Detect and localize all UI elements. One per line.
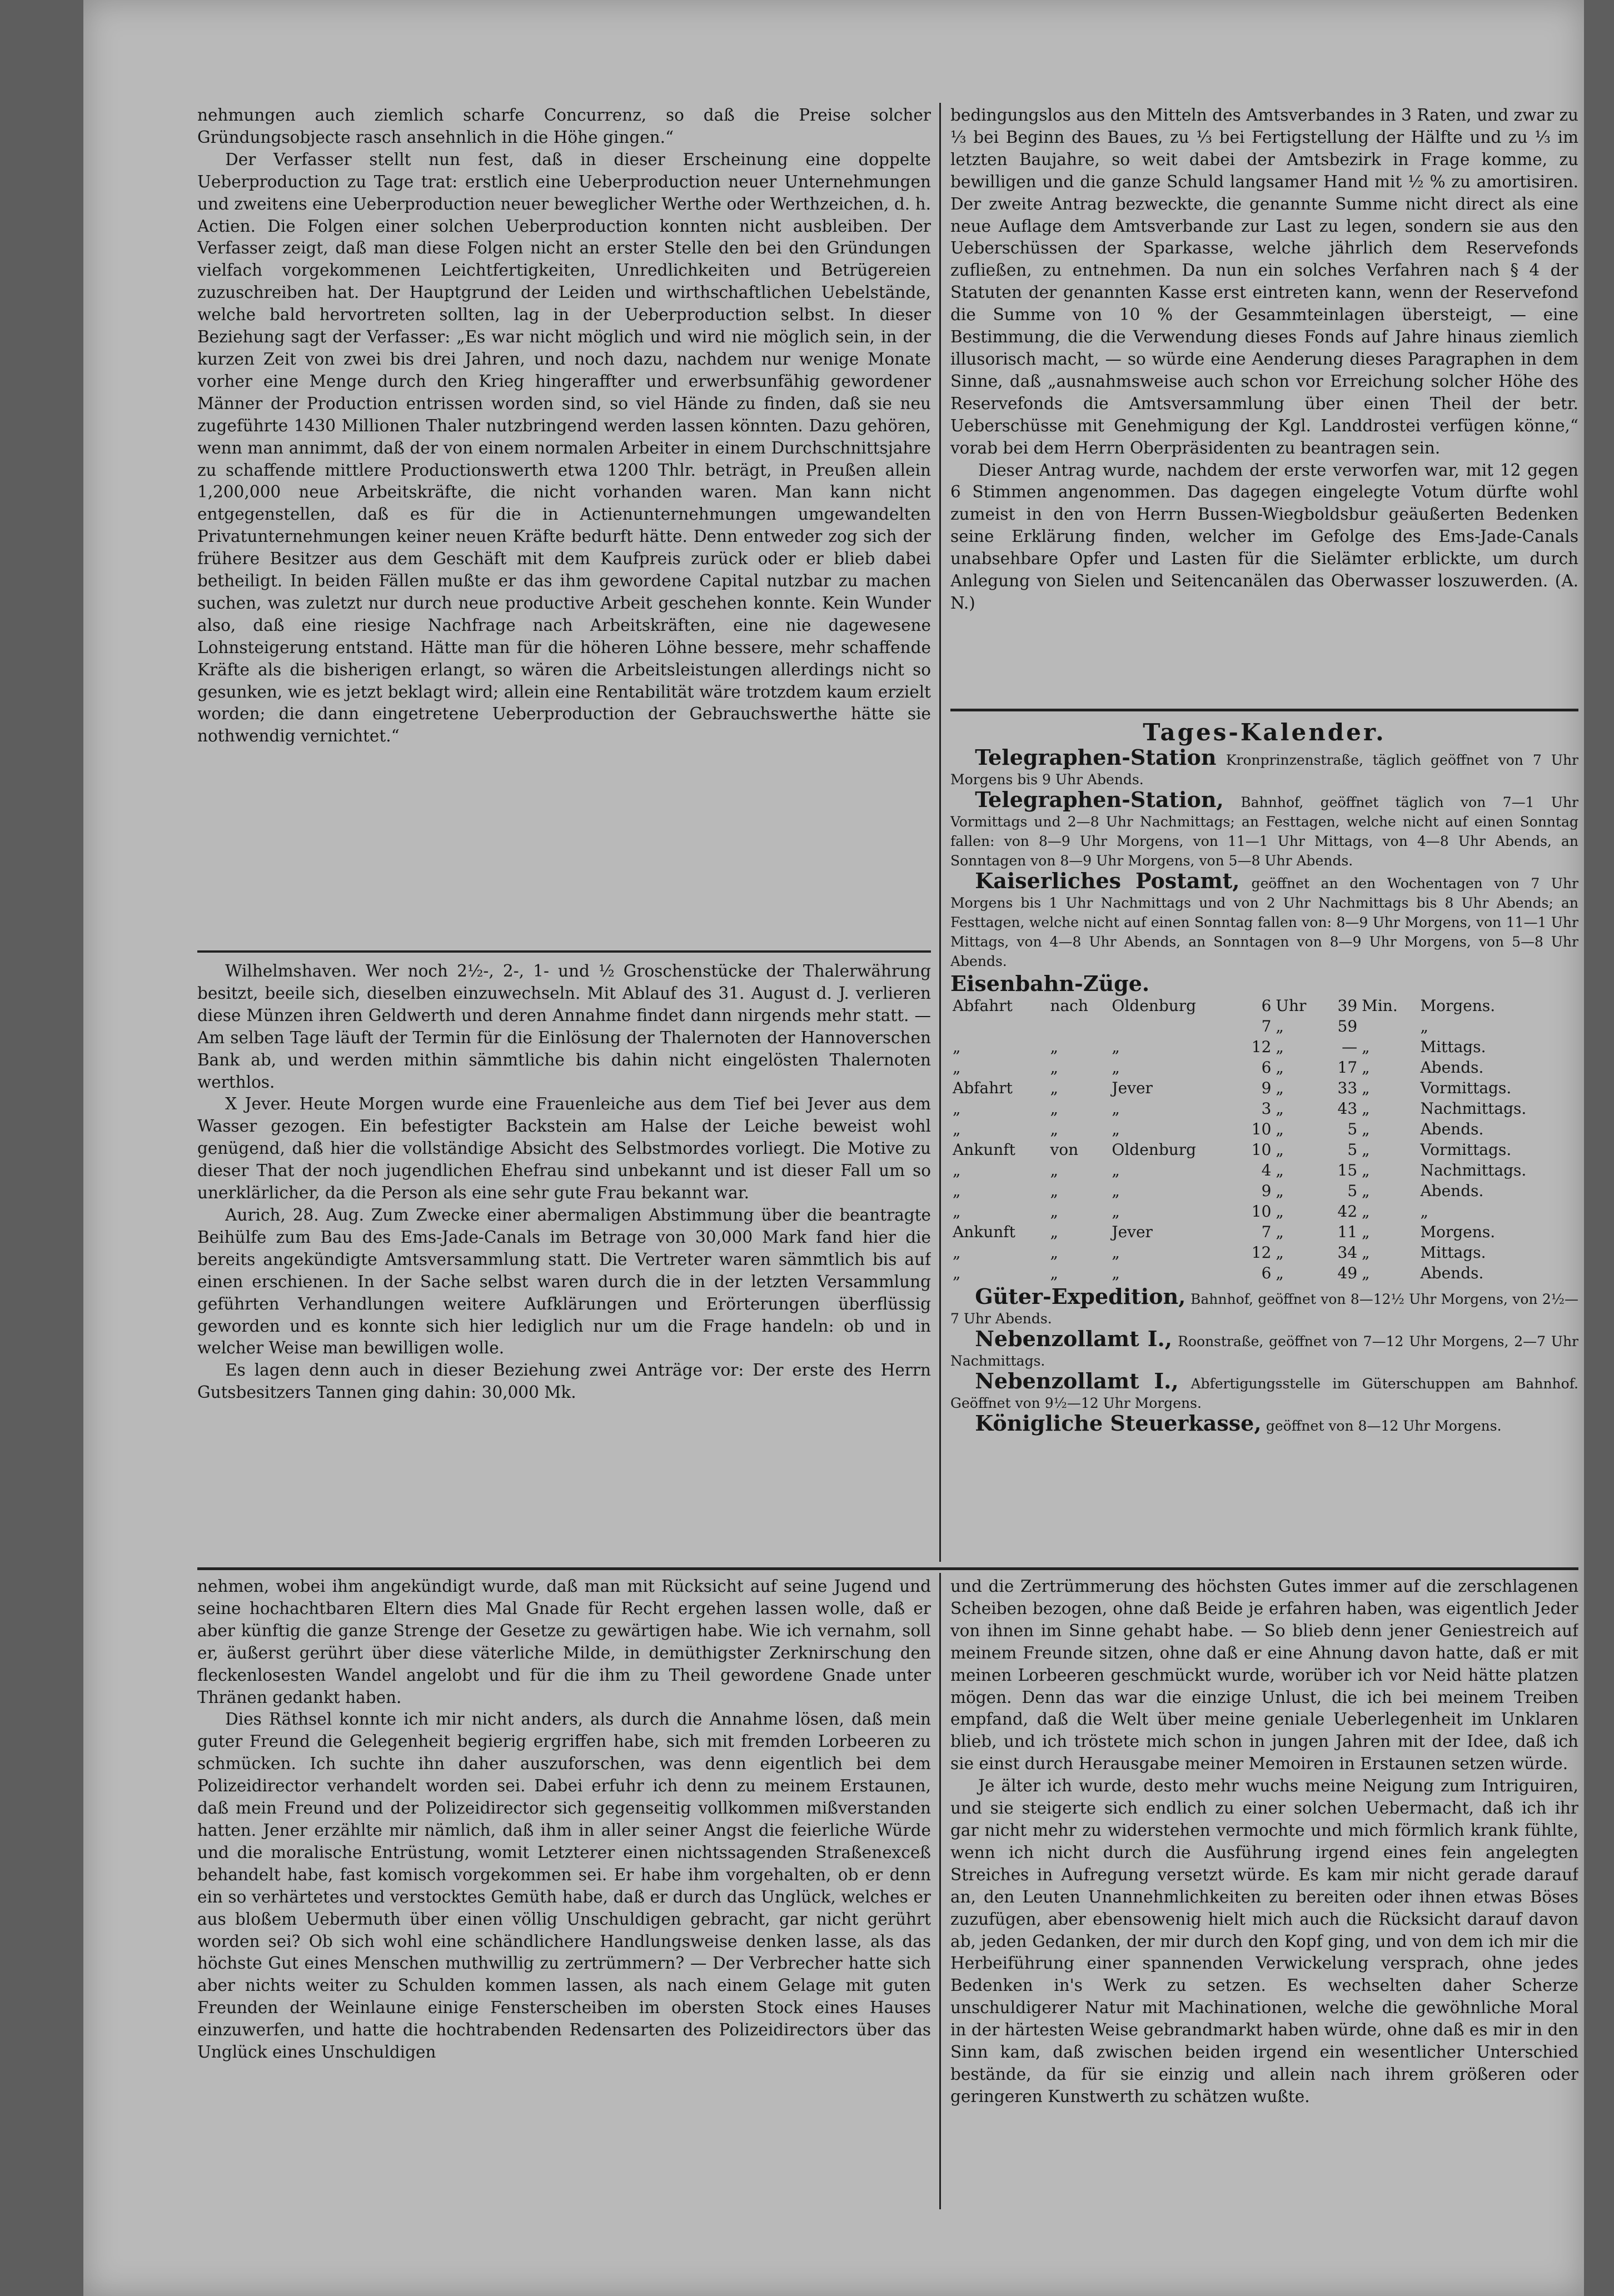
train-row — [950, 1037, 1578, 1057]
train-cell: Oldenburg — [1112, 1140, 1197, 1159]
train-row — [950, 1139, 1578, 1160]
train-cell: „ — [1112, 1120, 1120, 1138]
train-cell: „ — [1420, 1017, 1428, 1035]
column-divider — [939, 103, 941, 1562]
kalender-entry-text: Kronprinzenstraße, täglich geöffnet von 7 Uhr Morgens bis 9 Uhr Abends. — [950, 752, 1578, 788]
train-cell: „ — [953, 1038, 961, 1056]
train-cell: „ — [1112, 1264, 1120, 1282]
train-cell: 49 — [1337, 1264, 1358, 1282]
train-cell: „ — [1050, 1182, 1058, 1200]
kalender-entry-text: Roonstraße, geöffnet von 7—12 Uhr Morgens, 2—7 Uhr Nachmittags. — [950, 1333, 1578, 1369]
train-cell: „ — [1362, 1038, 1370, 1056]
train-cell: „ — [1276, 1202, 1284, 1221]
train-cell: 15 — [1337, 1161, 1358, 1179]
train-cell: 59 — [1337, 1017, 1358, 1035]
train-cell: „ — [1276, 1079, 1284, 1097]
train-cell: 33 — [1337, 1079, 1358, 1097]
kalender-entry-text: Bahnhof, geöffnet von 8—12½ Uhr Morgens, von 2½—7 Uhr Abends. — [950, 1291, 1578, 1327]
essay-column — [197, 104, 931, 941]
kalender-entry-name: Telegraphen-Station, — [975, 787, 1224, 812]
train-row — [950, 1160, 1578, 1181]
train-cell: Nachmittags. — [1420, 1161, 1527, 1179]
canal-report-paragraph: bedingungslos aus den Mitteln des Amtsverbandes in 3 Raten, und zwar zu ⅓ bei Beginn des Baues, zu ⅓ bei Fertigstellung der Hälfte und zu ⅓ im letzten Baujahre, so weit dabei der Amtsbezirk in Frage komme, zu bewilligen und die ganze Schuld langsamer Hand mit ½ % zu amortisiren. Der zweite Antrag bezweckte, die genannte Summe nicht direct als eine neue Auflage dem Amtsverbande zur Last zu legen, sondern sie aus den Ueberschüssen der Sparkasse, welche jährlich dem Reservefonds zufließen, zu entnehmen. Da nun ein solches Verfahren nach § 4 der Statuten der genannten Kasse erst eintreten kann, wenn der Reservefond die Summe von 10 % der Gesammteinlagen übersteigt, — eine Bestimmung, die die Verwendung dieses Fonds auf Jahre hinaus ziemlich illusorisch macht, — so würde eine Aenderung dieses Paragraphen in dem Sinne, daß „ausnahmsweise auch schon vor Erreichung solcher Höhe des Reservefonds die Amtsversammlung über einen Theil der betr. Ueberschüsse mit Genehmigung der Kgl. Landdrostei verfügen könne,“ vorab bei dem Herrn Oberpräsidenten zu beantragen sein. — [950, 106, 1578, 457]
kalender-entry-name: Königliche Steuerkasse, — [975, 1411, 1262, 1436]
train-cell: „ — [1112, 1202, 1120, 1221]
train-row — [950, 1098, 1578, 1119]
train-row — [950, 1016, 1578, 1037]
kalender-entry-name: Güter-Expedition, — [975, 1284, 1186, 1309]
section-divider — [197, 950, 931, 953]
train-cell: Vormittags. — [1420, 1140, 1512, 1159]
train-cell: „ — [1276, 1017, 1284, 1035]
news-item-aurich-continued: Es lagen denn auch in dieser Beziehung zwei Anträge vor: Der erste des Herrn Gutsbesitzers Tannen ging dahin: 30,000 Mk. — [197, 1361, 931, 1402]
train-cell: „ — [1362, 1264, 1370, 1282]
train-cell: „ — [1050, 1243, 1058, 1262]
train-cell: 7 — [1261, 1017, 1272, 1035]
train-cell: Abfahrt — [953, 997, 1013, 1015]
train-cell: Abends. — [1420, 1264, 1484, 1282]
kalender-entry-text: Abfertigungsstelle im Güterschuppen am Bahnhof. Geöffnet von 9½—12 Uhr Morgens. — [950, 1376, 1578, 1411]
train-row — [950, 1181, 1578, 1201]
train-cell: Mittags. — [1420, 1243, 1486, 1262]
train-cell: „ — [953, 1264, 961, 1282]
train-cell: 6 — [1261, 997, 1272, 1015]
kalender-entry-text: Bahnhof, geöffnet täglich von 7—1 Uhr Vormittags und 2—8 Uhr Nachmittags; an Festtagen, welche nicht auf einen Sonntag fallen: von 8—9 Uhr Morgens, von 11—1 Uhr Mittags, von 4—8 Uhr Abends, an Sonntagen von 8—9 Uhr Morgens, von 5—8 Uhr Abends. — [950, 794, 1578, 869]
train-cell: Morgens. — [1420, 997, 1496, 1015]
train-cell: 6 — [1261, 1058, 1272, 1077]
kalender-entry-text: geöffnet von 8—12 Uhr Morgens. — [1266, 1418, 1502, 1434]
train-cell: 43 — [1337, 1099, 1358, 1118]
train-cell: „ — [1276, 1140, 1284, 1159]
train-cell: 9 — [1261, 1182, 1272, 1200]
train-cell: „ — [1362, 1182, 1370, 1200]
train-cell: „ — [1050, 1120, 1058, 1138]
train-cell: Oldenburg — [1112, 997, 1197, 1015]
section-divider — [197, 1567, 1578, 1570]
train-cell: von — [1050, 1140, 1079, 1159]
train-cell: „ — [1050, 1161, 1058, 1179]
train-cell: „ — [1050, 1202, 1058, 1221]
train-cell: „ — [953, 1099, 961, 1118]
train-cell: Nachmittags. — [1420, 1099, 1527, 1118]
train-cell: „ — [1362, 1099, 1370, 1118]
train-cell: „ — [1276, 1099, 1284, 1118]
train-cell: „ — [1276, 1243, 1284, 1262]
section-divider — [950, 709, 1578, 711]
train-cell: 34 — [1337, 1243, 1358, 1262]
kalender-entry-name: Telegraphen-Station — [975, 745, 1217, 770]
train-cell: Mittags. — [1420, 1038, 1486, 1056]
train-cell: „ — [1362, 1202, 1370, 1221]
train-cell: „ — [1050, 1058, 1058, 1077]
train-row — [950, 1242, 1578, 1263]
train-cell: „ — [1112, 1058, 1120, 1077]
train-cell: „ — [1112, 1243, 1120, 1262]
kalender-entry-text: geöffnet an den Wochentagen von 7 Uhr Morgens bis 1 Uhr Nachmittags und von 2 Uhr Nachmittags bis 8 Uhr Abends; an Festtagen, welche nicht auf einen Sonntag fallen von: 8—9 Uhr Morgens, von 11—1 Uhr Mittags, von 4—8 Uhr Abends, an Sonntagen von 8—9 Uhr Morgens, von 5—8 Uhr Abends. — [950, 875, 1578, 969]
essay-paragraph: Der Verfasser stellt nun fest, daß in dieser Erscheinung eine doppelte Ueberproduction zu Tage trat: erstlich eine Ueberproduction neuer Unternehmungen und zweitens eine Ueberproduction neuer beweglicher Werthe oder Werthzeichen, d. h. Actien. Die Folgen einer solchen Ueberproduction konnten nicht ausbleiben. Der Verfasser zeigt, daß man diese Folgen nicht an erster Stelle den bei den Gründungen vielfach vorgekommenen Leichtfertigkeiten, Unredlichkeiten und Betrügereien zuzuschreiben hat. Der Hauptgrund der Leiden und wirthschaftlichen Uebelstände, welche bald hervortreten sollten, lag in der Ueberproduction selbst. In dieser Beziehung sagt der Verfasser: „Es war nicht möglich und wird nie möglich sein, in der kurzen Zeit von zwei bis drei Jahren, und noch dazu, nachdem nur wenige Monate vorher eine Menge durch den Krieg hingeraffter und erwerbsunfähig gewordener Männer der Production entrissen worden sind, so viel Hände zu finden, daß sie neu zugeführte 1430 Millionen Thaler nutzbringend werden lassen könnten. Dazu gehören, wenn man annimmt, daß der von einem normalen Arbeiter in einem Durchschnittsjahre zu schaffende mittlere Productionswerth etwa 1200 Thlr. beträgt, in Preußen allein 1,200,000 neue Arbeitskräfte, die nicht vorhanden waren. Man kann nicht entgegenstellen, daß es für die in Actienunternehmungen umgewandelten Privatunternehmungen keiner neuen Kräfte bedurft hätte. Denn entweder zog sich der frühere Besitzer aus dem Geschäft mit dem Kaufpreis zurück oder er blieb dabei betheiligt. In beiden Fällen mußte er das ihm gewordene Capital nutzbar zu machen suchen, was zuletzt nur durch neue productive Arbeit geschehen konnte. Kein Wunder also, daß eine riesige Nachfrage nach Arbeitskräften, eine nie dagewesene Lohnsteigerung entstand. Hätte man für die höheren Löhne bessere, mehr schaffende Kräfte als die bisherigen erlangt, so wären die Arbeitsleistungen allerdings nicht so gesunken, wie es jetzt beklagt wird; allein eine Rentabilität wäre trotzdem kaum erzielt worden; die dann eingetretene Ueberproduction der Gebrauchswerthe hätte sie nothwendig vernichtet.“ — [197, 150, 931, 746]
train-row — [950, 1057, 1578, 1078]
news-item-aurich: Aurich, 28. Aug. Zum Zwecke einer abermaligen Abstimmung über die beantragte Beihülfe zum Bau des Ems-Jade-Canals im Betrage von 30,000 Mark fand hier die bereits angekündigte Amtsversammlung statt. Die Vertreter waren sämmtlich bis auf einen erschienen. In der Sache selbst waren durch die in der letzten Versammlung geführten Verhandlungen weitere Aufklärungen und Erörterungen überflüssig geworden und es konnte sich hier lediglich nur um die Frage handeln: ob und in welcher Weise man bewilligen wolle. — [197, 1205, 931, 1358]
train-row — [950, 1201, 1578, 1222]
kalender-entry — [950, 1326, 1578, 1371]
train-cell: 11 — [1337, 1223, 1358, 1241]
train-cell: „ — [953, 1202, 961, 1221]
train-row — [950, 1263, 1578, 1283]
train-cell: 5 — [1347, 1182, 1358, 1200]
train-cell: 6 — [1261, 1264, 1272, 1282]
train-row — [950, 1222, 1578, 1242]
train-cell: „ — [1276, 1161, 1284, 1179]
train-cell: „ — [1050, 1099, 1058, 1118]
train-cell: Abends. — [1420, 1120, 1484, 1138]
train-cell: Abfahrt — [953, 1079, 1013, 1097]
kalender-entry — [950, 1368, 1578, 1413]
train-cell: „ — [1420, 1202, 1428, 1221]
train-cell: 5 — [1347, 1140, 1358, 1159]
train-cell: nach — [1050, 997, 1088, 1015]
train-cell: Abends. — [1420, 1182, 1484, 1200]
feuilleton-paragraph: und die Zertrümmerung des höchsten Gutes immer auf die zerschlagenen Scheiben bezogen, ohne daß Beide je erfahren haben, was eigentlich Jeder von ihnen im Sinne gehabt habe. — So blieb denn jener Geniestreich auf meinem Freunde sitzen, ohne daß er eine Ahnung davon hatte, daß er mit meinen Lorbeeren geschmückt wurde, worüber ich vor Neid hätte platzen mögen. Denn das war die einzige Unlust, die ich bei meinem Treiben empfand, daß die Welt über meine geniale Ueberlegenheit im Unklaren blieb, und ich tröstete mich schon in jungen Jahren mit der Idee, daß ich sie einst durch Herausgabe meiner Memoiren in Erstaunen setzen würde. — [950, 1577, 1578, 1774]
eisenbahn-title: Eisenbahn-Züge. — [950, 971, 1150, 996]
train-cell: „ — [1276, 1182, 1284, 1200]
train-cell: Abends. — [1420, 1058, 1484, 1077]
train-cell: „ — [1362, 1120, 1370, 1138]
train-cell: „ — [953, 1182, 961, 1200]
local-news-column — [197, 960, 931, 1562]
train-cell: „ — [1050, 1223, 1058, 1241]
essay-paragraph: nehmungen auch ziemlich scharfe Concurrenz, so daß die Preise solcher Gründungsobjecte rasch ansehnlich in die Höhe gingen.“ — [197, 106, 931, 147]
train-row — [950, 995, 1578, 1016]
train-cell — [950, 1016, 1048, 1037]
kalender-entry — [950, 745, 1578, 790]
train-cell — [1109, 1016, 1238, 1037]
train-cell: Vormittags. — [1420, 1079, 1512, 1097]
kalender-entry-name: Nebenzollamt I., — [975, 1368, 1179, 1393]
feuilleton-paragraph: nehmen, wobei ihm angekündigt wurde, daß man mit Rücksicht auf seine Jugend und seine hochachtbaren Eltern dies Mal Gnade für Recht ergehen lassen wolle, daß er aber künftig die ganze Strenge der Gesetze zu gewärtigen habe. Wie ich vernahm, soll er, äußerst gerührt über diese väterliche Milde, in demüthigster Zerknirschung den fleckenlosesten Wandel angelobt und für die ihm zu Theil gewordene Gnade unter Thränen gedankt haben. — [197, 1577, 931, 1707]
train-cell: Ankunft — [953, 1140, 1015, 1159]
train-cell: „ — [1050, 1038, 1058, 1056]
kalender-entry — [950, 868, 1578, 972]
train-cell: „ — [1112, 1182, 1120, 1200]
train-cell: „ — [1362, 1079, 1370, 1097]
train-cell: „ — [1362, 1161, 1370, 1179]
kalender-title: Tages-Kalender. — [1143, 719, 1386, 746]
kalender-entry — [950, 1413, 1578, 1436]
train-row — [950, 1119, 1578, 1139]
feuilleton-paragraph: Je älter ich wurde, desto mehr wuchs meine Neigung zum Intriguiren, und sie steigerte sich endlich zu einer solchen Uebermacht, daß ich ihr gar nicht mehr zu widerstehen vermochte und mich förmlich krank fühlte, wenn ich nicht durch die Ausführung irgend eines fein angelegten Streiches in Aufregung versetzt würde. Es kam mir nicht gerade darauf an, den Leuten Unannehmlichkeiten zu bereiten oder ihnen etwas Böses zuzufügen, aber ebensowenig hielt mich auch die Rücksicht darauf davon ab, jeden Gedanken, der mir durch den Kopf ging, und von dem ich mir die Herbeiführung einer spannenden Verwickelung versprach, ohne jedes Bedenken in's Werk zu setzen. Es wechselten daher Scherze unschuldigerer Natur mit Machinationen, welche die gewöhnliche Moral in der härtesten Weise gebrandmarkt haben würde, ohne daß es mir in den Sinn kam, daß zwischen beiden irgend ein wesentlicher Unterschied bestände, da für sie einzig und allein nach ihrem größeren oder geringeren Kunstwerth zu schätzen wußte. — [950, 1776, 1578, 2106]
train-cell: 10 — [1251, 1140, 1272, 1159]
canal-report-column — [950, 104, 1578, 699]
train-cell: „ — [1050, 1079, 1058, 1097]
train-cell: Min. — [1362, 997, 1398, 1015]
news-item-wilhelmshaven: Wilhelmshaven. Wer noch 2½-, 2-, 1- und ½ Groschenstücke der Thalerwährung besitzt, beeile sich, dieselben einzuwechseln. Mit Ablauf des 31. August d. J. verlieren diese Münzen ihren Geldwerth und deren Annahme findet dann nirgends mehr statt. — Am selben Tage läuft der Termin für die Einlösung der Thalernoten der Hannoverschen Bank ab, und werden mithin sämmtliche bis dahin nicht eingelösten Thalernoten werthlos. — [197, 962, 931, 1092]
train-cell: „ — [1112, 1161, 1120, 1179]
train-cell: „ — [1276, 1058, 1284, 1077]
train-cell: „ — [1050, 1264, 1058, 1282]
kalender-entry-name: Kaiserliches Postamt, — [975, 868, 1240, 893]
train-cell — [1048, 1016, 1109, 1037]
feuilleton-paragraph: Dies Räthsel konnte ich mir nicht anders, als durch die Annahme lösen, daß mein guter Freund die Gelegenheit begierig ergriffen habe, sich mit fremden Lorbeeren zu schmücken. Ich suchte ihn daher auszuforschen, was denn eigentlich bei dem Polizeidirector verhandelt worden sei. Dabei erfuhr ich denn zu meinem Erstaunen, daß mein Freund und der Polizeidirector sich gegenseitig vollkommen mißverstanden hatten. Jener erzählte mir nämlich, daß ihm in aller seiner Angst die feierliche Würde und die moralische Entrüstung, womit Letzterer einen nichtssagenden Straßenexceß behandelt habe, fast komisch vorgekommen sei. Er habe ihm vorgehalten, ob er denn ein so verhärtetes und verstocktes Gemüth habe, daß er durch das Unglück, welches er aus bloßem Uebermuth über einen völlig Unschuldigen gebracht, gar nicht gerührt worden sei? Ob sich wohl eine schändlichere Handlungsweise denken lasse, als das höchste Gut eines Menschen muthwillig zu zertrümmern? — Der Verbrecher hatte sich aber nichts weiter zu Schulden kommen lassen, als nach einem Gelage mit guten Freunden der Weinlaune einige Fensterscheiben im obersten Stock eines Hauses einzuwerfen, und hatte die hochtrabenden Redensarten des Polizeidirectors über das Unglück eines Unschuldigen — [197, 1710, 931, 2062]
train-cell: „ — [1112, 1099, 1120, 1118]
train-cell: „ — [953, 1243, 961, 1262]
train-cell: 39 — [1337, 997, 1358, 1015]
train-cell: „ — [1362, 1243, 1370, 1262]
train-cell: 4 — [1261, 1161, 1272, 1179]
train-cell: „ — [1276, 1038, 1284, 1056]
train-cell: 7 — [1261, 1223, 1272, 1241]
train-cell: „ — [953, 1161, 961, 1179]
train-cell: 17 — [1337, 1058, 1358, 1077]
train-cell: 12 — [1251, 1243, 1272, 1262]
feuilleton-left-column — [197, 1576, 931, 2209]
column-divider — [939, 1573, 941, 2209]
train-cell: 5 — [1347, 1120, 1358, 1138]
train-cell: „ — [1276, 1120, 1284, 1138]
train-cell: „ — [1362, 1058, 1370, 1077]
train-cell: 9 — [1261, 1079, 1272, 1097]
train-cell: 10 — [1251, 1120, 1272, 1138]
train-cell: „ — [953, 1120, 961, 1138]
feuilleton-right-column — [950, 1576, 1578, 2209]
newspaper-page — [83, 0, 1584, 2296]
train-cell: 12 — [1251, 1038, 1272, 1056]
train-row — [950, 1078, 1578, 1098]
news-item-jever: X Jever. Heute Morgen wurde eine Frauenleiche aus dem Tief bei Jever aus dem Wasser gezogen. Ein befestigter Backstein am Halse der Leiche beweist wohl genügend, daß hier die vollständige Absicht des Selbstmordes vorliegt. Die Motive zu dieser That der noch jugendlichen Ehefrau sind unbekannt und ist dieser Fall um so unerklärlicher, da die Person als eine sehr gute Frau bekannt war. — [197, 1094, 931, 1203]
train-cell: „ — [1276, 1264, 1284, 1282]
kalender-entry — [950, 1284, 1578, 1329]
train-timetable — [950, 995, 1578, 1283]
kalender-entry-name: Nebenzollamt I., — [975, 1326, 1172, 1351]
train-cell: Jever — [1112, 1223, 1153, 1241]
train-cell — [1359, 1016, 1418, 1037]
train-cell: „ — [1112, 1038, 1120, 1056]
train-cell: „ — [1276, 1223, 1284, 1241]
train-cell: Uhr — [1276, 997, 1307, 1015]
train-cell: Jever — [1112, 1079, 1153, 1097]
train-cell: „ — [1362, 1140, 1370, 1159]
train-cell: — — [1342, 1038, 1358, 1056]
train-cell: Morgens. — [1420, 1223, 1496, 1241]
kalender-entry — [950, 787, 1578, 871]
train-cell: Ankunft — [953, 1223, 1015, 1241]
tages-kalender — [950, 717, 1578, 1559]
train-cell: 10 — [1251, 1202, 1272, 1221]
train-cell: 42 — [1337, 1202, 1358, 1221]
canal-report-paragraph: Dieser Antrag wurde, nachdem der erste verworfen war, mit 12 gegen 6 Stimmen angenommen. Das dagegen eingelegte Votum dürfte wohl zumeist in den von Herrn Bussen-Wiegboldsbur geäußerten Bedenken seine Erklärung finden, welcher im Gefolge des Ems-Jade-Canals unabsehbare Opfer und Lasten für die Sielämter erblickte, um durch Anlegung von Sielen und Seitencanälen das Oberwasser loszuwerden. (A. N.) — [950, 460, 1578, 612]
train-cell: „ — [953, 1058, 961, 1077]
train-cell: 3 — [1261, 1099, 1272, 1118]
train-cell: „ — [1362, 1223, 1370, 1241]
